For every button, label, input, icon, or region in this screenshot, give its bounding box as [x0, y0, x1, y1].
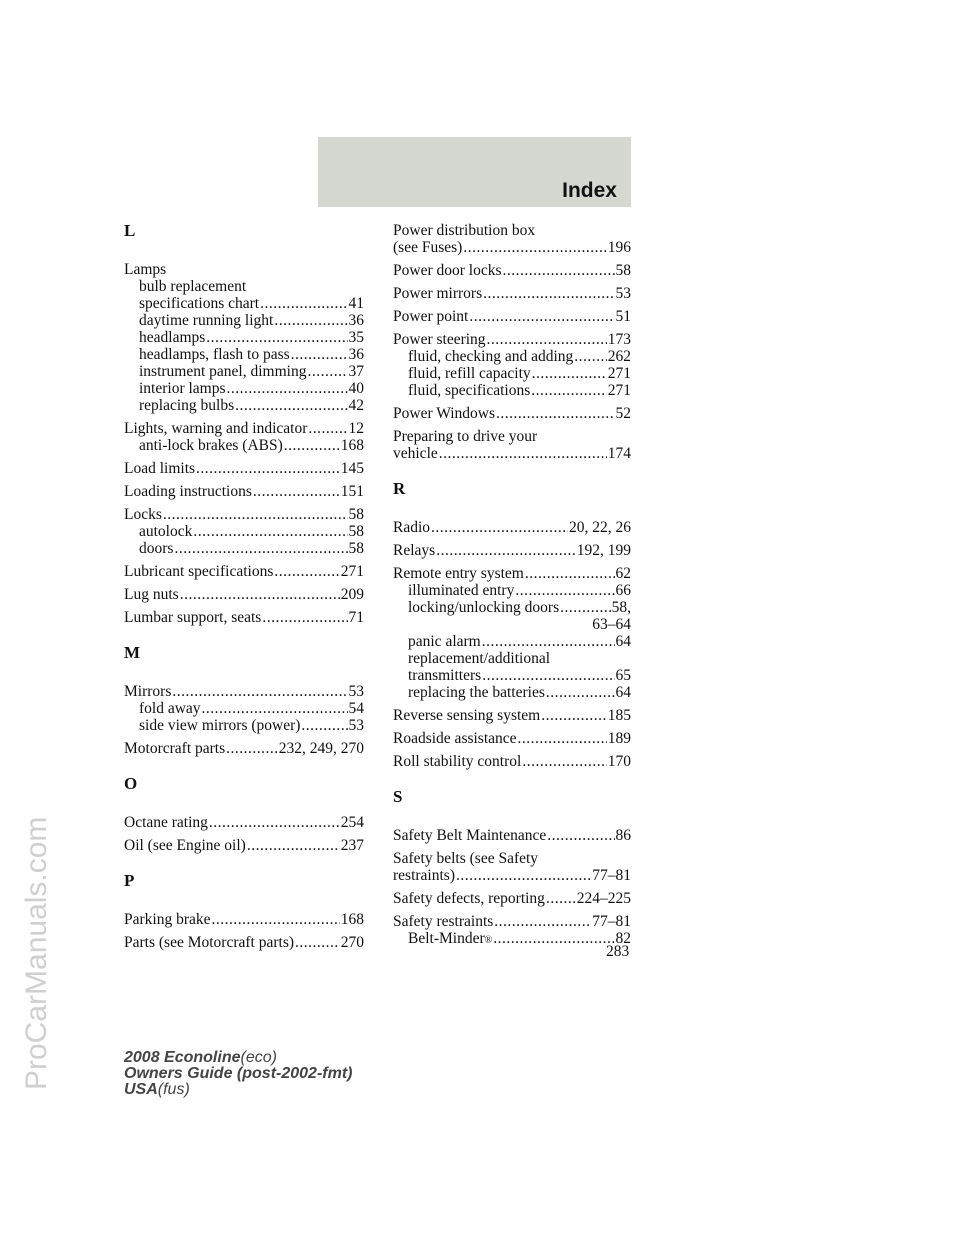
index-entry	[393, 445, 631, 462]
entry-text: headlamps, flash to pass	[139, 346, 290, 363]
page-ref: 71	[348, 609, 364, 626]
index-subentry	[393, 684, 631, 701]
entry-text: Loading instructions	[124, 483, 252, 500]
index-subentry	[393, 582, 631, 599]
page-ref: 58	[348, 540, 364, 557]
page-ref: 168	[340, 911, 364, 928]
page-ref: 170	[607, 753, 631, 770]
index-entry-group	[124, 483, 364, 500]
entry-text: headlamps	[139, 329, 206, 346]
dot-leader	[227, 380, 348, 397]
page-ref: 271	[607, 365, 631, 382]
page-ref: 151	[340, 483, 364, 500]
dot-leader	[456, 867, 591, 884]
index-entry	[393, 753, 631, 770]
section-letter: R	[393, 479, 406, 498]
index-entry-group	[393, 890, 631, 907]
index-entry-group	[393, 519, 631, 536]
dot-leader	[547, 827, 614, 844]
dot-leader	[546, 684, 615, 701]
dot-leader	[274, 312, 347, 329]
index-entry	[124, 683, 364, 700]
page-ref: 209	[340, 586, 364, 603]
page-ref-continued: 63–64	[592, 616, 631, 633]
entry-text: locking/unlocking doors	[408, 599, 560, 616]
entry-text: Power door locks	[393, 262, 502, 279]
index-subentry	[393, 633, 631, 650]
page-ref: 40	[348, 380, 364, 397]
index-entry-group	[393, 565, 631, 701]
dot-leader	[235, 397, 347, 414]
index-entry	[393, 707, 631, 724]
index-subentry: Belt-Minder ® ..... 82	[393, 930, 631, 947]
page-ref: 185	[607, 707, 631, 724]
page-ref: 64	[615, 684, 631, 701]
dot-leader	[541, 707, 607, 724]
dot-leader	[193, 523, 347, 540]
page-ref: 53	[348, 683, 364, 700]
dot-leader	[260, 295, 347, 312]
index-entry	[124, 563, 364, 580]
entry-text: fluid, specifications	[408, 382, 531, 399]
entry-text: Power steering	[393, 331, 486, 348]
index-entry-group	[393, 405, 631, 422]
entry-text: Safety defects, reporting	[393, 890, 545, 907]
index-entry: Lamps	[124, 261, 167, 278]
index-entry-group	[393, 913, 631, 947]
section-letter: O	[124, 774, 138, 793]
index-subentry	[393, 365, 631, 382]
page-ref: 36	[348, 312, 364, 329]
page-ref: 36	[348, 346, 364, 363]
entry-text: Locks	[124, 506, 162, 523]
section-letter: M	[124, 643, 141, 662]
header-band	[318, 137, 631, 207]
index-entry	[124, 740, 364, 757]
dot-leader	[202, 700, 348, 717]
entry-text: Roll stability control	[393, 753, 522, 770]
dot-leader	[301, 717, 347, 734]
index-entry	[393, 827, 631, 844]
entry-text: Lights, warning and indicator	[124, 420, 308, 437]
index-entry-group	[393, 262, 631, 279]
page-ref: 53	[348, 717, 364, 734]
entry-text: Lumbar support, seats	[124, 609, 262, 626]
footer	[124, 1050, 352, 1098]
page-ref: 20, 22, 26	[569, 519, 631, 536]
page-ref: 189	[607, 730, 631, 747]
entry-text: replacing bulbs	[139, 397, 235, 414]
page-ref: 37	[348, 363, 364, 380]
page-title: Index	[562, 179, 617, 202]
index-entry-group	[124, 814, 364, 831]
index-entry	[124, 609, 364, 626]
index-subentry	[124, 397, 364, 414]
dot-leader	[436, 542, 576, 559]
index-subentry	[124, 523, 364, 540]
dot-leader	[196, 460, 340, 477]
index-entry-group	[124, 563, 364, 580]
page-ref: 58	[615, 262, 631, 279]
footer-model-code: (eco)	[240, 1049, 277, 1066]
entry-text: restraints)	[393, 867, 455, 884]
entry-text: Remote entry system	[393, 565, 524, 582]
footer-market-code: (fus)	[157, 1081, 190, 1098]
entry-text: panic alarm	[408, 633, 481, 650]
page-ref: 58	[348, 506, 364, 523]
index-entry	[393, 285, 631, 302]
index-entry: Safety belts (see Safety	[393, 850, 539, 867]
footer-market: USA	[124, 1081, 158, 1098]
dot-leader	[574, 348, 606, 365]
entry-text: vehicle	[393, 445, 438, 462]
index-entry	[393, 519, 631, 536]
page-ref: 35	[348, 329, 364, 346]
dot-leader	[212, 911, 340, 928]
dot-leader	[494, 913, 591, 930]
dot-leader	[253, 483, 340, 500]
page-ref: 192, 199	[576, 542, 631, 559]
page-ref: 65	[615, 667, 631, 684]
index-entry-group	[124, 420, 364, 454]
index-entry-group	[393, 827, 631, 844]
index-entry-group	[393, 308, 631, 325]
page-ref: 66	[615, 582, 631, 599]
dot-leader	[262, 609, 347, 626]
dot-leader	[174, 540, 347, 557]
dot-leader	[206, 329, 347, 346]
dot-leader	[284, 437, 340, 454]
index-entry	[393, 542, 631, 559]
index-subentry	[124, 437, 364, 454]
index-entry	[393, 565, 631, 582]
entry-text: instrument panel, dimming	[139, 363, 307, 380]
dot-leader	[308, 420, 347, 437]
index-subentry	[393, 348, 631, 365]
index-entry	[393, 262, 631, 279]
page-ref: 41	[348, 295, 364, 312]
index-entry	[393, 890, 631, 907]
index-entry-group	[124, 586, 364, 603]
entry-text: Octane rating	[124, 814, 208, 831]
index-subentry	[393, 667, 631, 684]
page-number: 283	[606, 943, 630, 960]
section-letter: P	[124, 871, 135, 890]
page-ref: 53	[615, 285, 631, 302]
index-entry	[393, 913, 631, 930]
index-subentry	[124, 329, 364, 346]
index-subentry: replacement/additional	[408, 650, 551, 667]
page-ref: 52	[615, 405, 631, 422]
page-ref: 82	[615, 930, 631, 947]
watermark: ProCarManuals.com	[20, 816, 53, 1090]
index-subentry	[124, 700, 364, 717]
entry-text: (see Fuses)	[393, 239, 463, 256]
dot-leader	[307, 363, 347, 380]
index-entry	[124, 911, 364, 928]
dot-leader	[503, 262, 615, 279]
page-ref: 254	[340, 814, 364, 831]
index-entry	[124, 483, 364, 500]
page-ref: 196	[607, 239, 631, 256]
page-ref: 54	[348, 700, 364, 717]
dot-leader	[469, 308, 614, 325]
index-entry	[393, 730, 631, 747]
entry-text: transmitters	[408, 667, 482, 684]
dot-leader	[209, 814, 340, 831]
index-subentry: bulb replacement	[139, 278, 247, 295]
page-ref: 174	[607, 445, 631, 462]
dot-leader	[532, 365, 607, 382]
index-entry-group	[124, 609, 364, 626]
index-column-left	[124, 222, 364, 957]
index-entry-group	[124, 506, 364, 557]
entry-text: Power mirrors	[393, 285, 483, 302]
page-ref: 58,	[611, 599, 631, 616]
entry-text: fold away	[139, 700, 201, 717]
entry-text: Parts (see Motorcraft parts)	[124, 934, 295, 951]
entry-text: specifications chart	[139, 295, 260, 312]
section-letter: S	[393, 787, 403, 806]
index-subentry	[124, 717, 364, 734]
index-entry	[124, 420, 364, 437]
entry-text: Safety restraints	[393, 913, 494, 930]
index-entry	[393, 867, 631, 884]
page-ref: 145	[340, 460, 364, 477]
footer-model: 2008 Econoline	[124, 1049, 241, 1066]
entry-text: Roadside assistance	[393, 730, 517, 747]
dot-leader	[496, 405, 615, 422]
dot-leader	[180, 586, 340, 603]
dot-leader	[522, 753, 606, 770]
page-ref: 62	[615, 565, 631, 582]
index-entry-group	[393, 222, 631, 256]
index-entry-group	[124, 837, 364, 854]
entry-text: Lug nuts	[124, 586, 179, 603]
index-entry	[124, 460, 364, 477]
index-entry-group	[393, 331, 631, 399]
index-subentry	[124, 312, 364, 329]
dot-leader	[163, 506, 348, 523]
dot-leader	[431, 519, 568, 536]
index-subentry	[124, 295, 364, 312]
index-entry-group	[393, 285, 631, 302]
dot-leader	[172, 683, 347, 700]
entry-text: Safety Belt Maintenance	[393, 827, 547, 844]
page-ref: 42	[348, 397, 364, 414]
page-ref: 270	[340, 934, 364, 951]
entry-text: Load limits	[124, 460, 196, 477]
entry-text: interior lamps	[139, 380, 226, 397]
entry-text: Radio	[393, 519, 431, 536]
dot-leader	[560, 599, 611, 616]
dot-leader	[518, 730, 607, 747]
entry-text: fluid, checking and adding	[408, 348, 574, 365]
index-subentry	[124, 363, 364, 380]
dot-leader	[463, 239, 606, 256]
entry-text: fluid, refill capacity	[408, 365, 531, 382]
dot-leader	[226, 740, 278, 757]
page-ref: 12	[348, 420, 364, 437]
dot-leader	[487, 331, 607, 348]
section-letter: L	[124, 221, 136, 240]
page-ref: 271	[607, 382, 631, 399]
index-entry-group	[393, 850, 631, 884]
dot-leader	[525, 565, 615, 582]
index-subentry	[124, 346, 364, 363]
dot-leader	[482, 667, 614, 684]
entry-text: anti-lock brakes (ABS)	[139, 437, 283, 454]
page-ref: 86	[615, 827, 631, 844]
page-ref: 58	[348, 523, 364, 540]
index-entry	[393, 308, 631, 325]
footer-guide: Owners Guide (post-2002-fmt)	[124, 1065, 353, 1082]
index-entry: Preparing to drive your	[393, 428, 538, 445]
dot-leader	[291, 346, 348, 363]
page-ref: 64	[615, 633, 631, 650]
index-entry-group	[124, 740, 364, 757]
index-entry-group	[393, 730, 631, 747]
page-ref: 51	[615, 308, 631, 325]
entry-text: Oil (see Engine oil)	[124, 837, 246, 854]
entry-text: Motorcraft parts	[124, 740, 226, 757]
dot-leader	[295, 934, 340, 951]
entry-text: Power Windows	[393, 405, 495, 422]
entry-text: illuminated entry	[408, 582, 515, 599]
entry-text: daytime running light	[139, 312, 274, 329]
dot-leader	[482, 633, 615, 650]
index-entry-group	[393, 753, 631, 770]
index-entry	[393, 239, 631, 256]
index-entry-group	[124, 911, 364, 928]
index-entry	[124, 506, 364, 523]
page-ref: 77–81	[592, 913, 631, 930]
index-entry: Power distribution box	[393, 222, 536, 239]
index-column-right	[393, 222, 631, 953]
index-entry	[124, 837, 364, 854]
dot-leader	[247, 837, 340, 854]
dot-leader	[493, 930, 614, 947]
index-entry	[393, 405, 631, 422]
dot-leader	[515, 582, 614, 599]
index-entry	[124, 814, 364, 831]
index-subentry	[393, 599, 631, 616]
page-ref: 232, 249, 270	[278, 740, 364, 757]
entry-text: Belt-Minder	[408, 930, 485, 947]
page-ref: 237	[340, 837, 364, 854]
page-ref: 77–81	[592, 867, 631, 884]
entry-text: doors	[139, 540, 174, 557]
index-entry	[393, 331, 631, 348]
index-entry	[124, 586, 364, 603]
index-subentry	[124, 380, 364, 397]
page-ref: 224–225	[576, 890, 631, 907]
index-entry-group	[124, 460, 364, 477]
page-ref: 262	[607, 348, 631, 365]
index-subentry	[124, 540, 364, 557]
index-entry-group	[124, 934, 364, 951]
index-entry-group	[124, 261, 364, 414]
index-entry-group	[393, 707, 631, 724]
entry-text: Reverse sensing system	[393, 707, 541, 724]
page-ref: 173	[607, 331, 631, 348]
dot-leader	[483, 285, 614, 302]
entry-text: replacing the batteries	[408, 684, 545, 701]
page-ref: 271	[340, 563, 364, 580]
entry-text: Parking brake	[124, 911, 211, 928]
index-entry	[124, 934, 364, 951]
entry-text: autolock	[139, 523, 193, 540]
index-subentry	[393, 382, 631, 399]
page-ref: 168	[340, 437, 364, 454]
dot-leader	[274, 563, 339, 580]
entry-text: Lubricant specifications	[124, 563, 274, 580]
index-entry-group	[393, 428, 631, 462]
index-entry-group	[124, 683, 364, 734]
entry-text: Mirrors	[124, 683, 172, 700]
dot-leader	[531, 382, 607, 399]
entry-text: side view mirrors (power)	[139, 717, 301, 734]
dot-leader	[439, 445, 607, 462]
entry-text: Relays	[393, 542, 436, 559]
dot-leader	[546, 890, 576, 907]
entry-text: Power point	[393, 308, 469, 325]
index-entry-group	[393, 542, 631, 559]
